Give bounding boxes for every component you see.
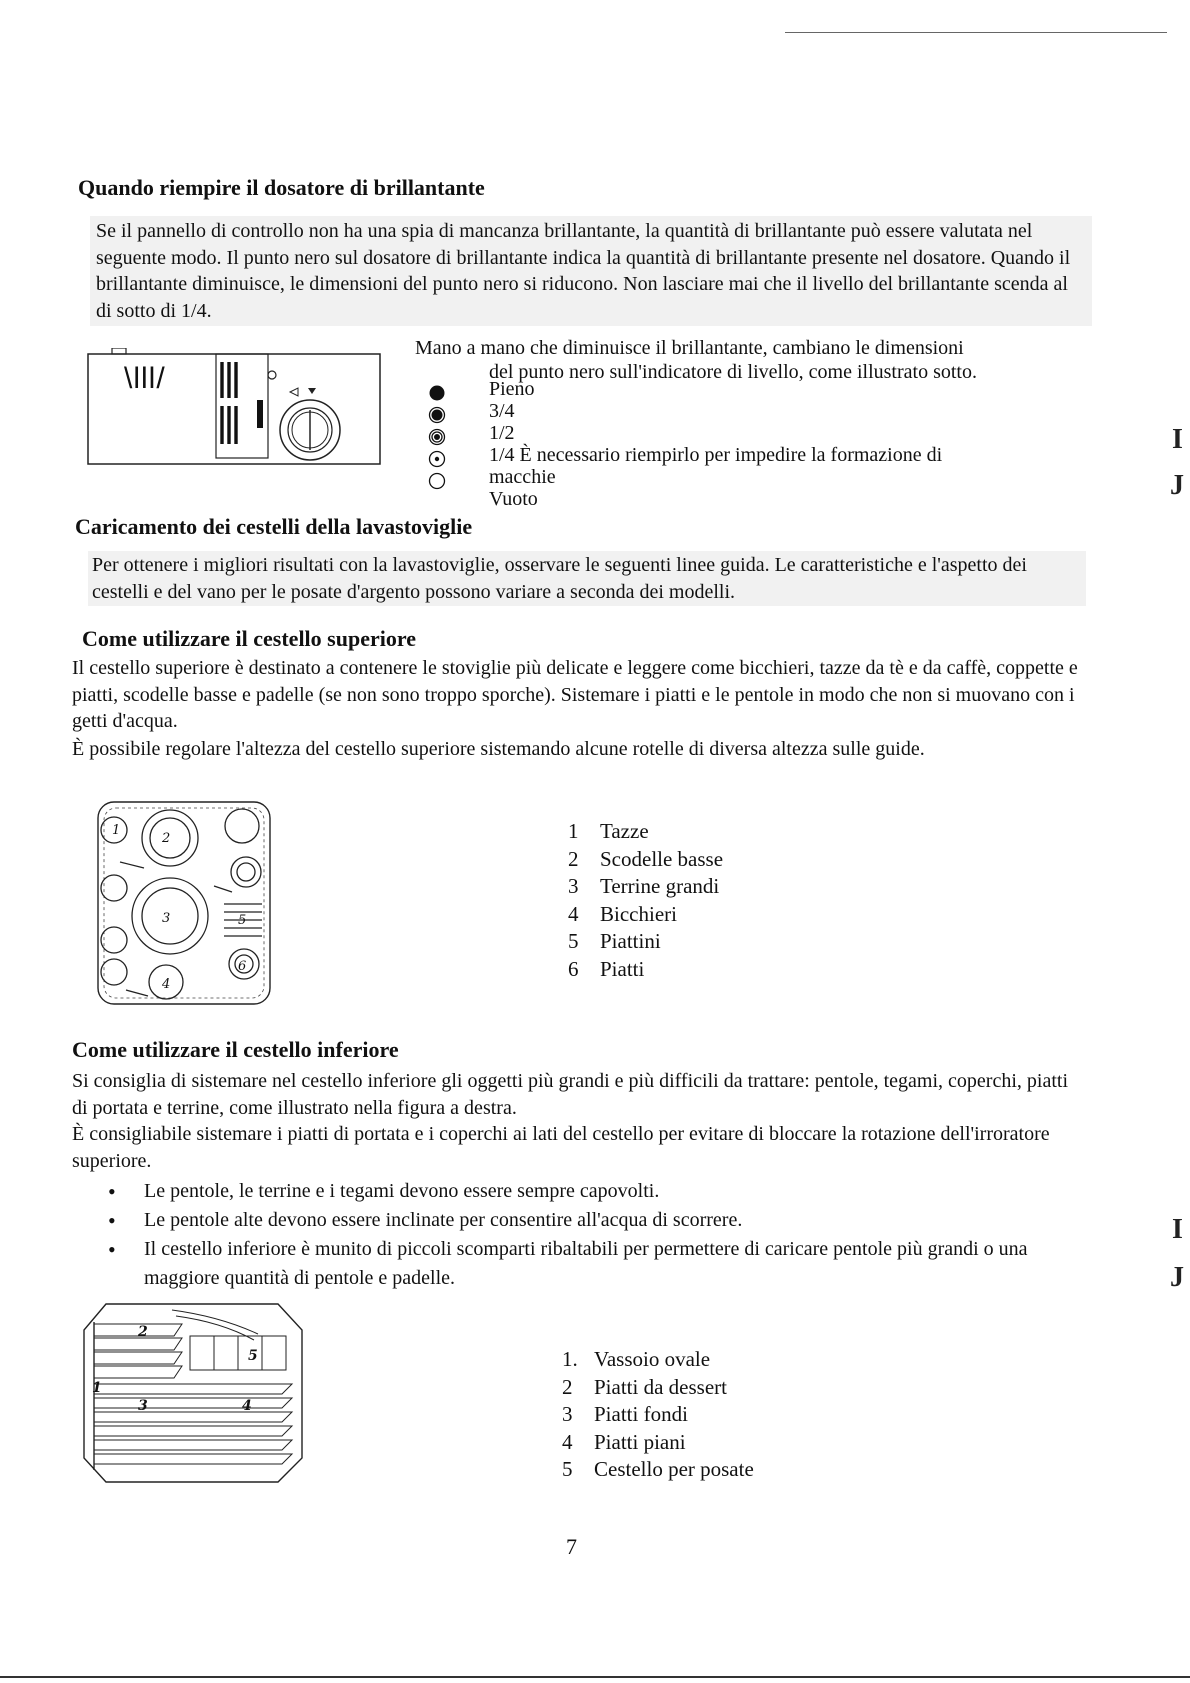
- bullet-item: • Il cestello inferiore è munito di piccoli scomparti ribaltabili per permettere di caricare pentole più grandi o una maggiore quantità di pentole e padelle.: [72, 1235, 1082, 1293]
- upper-legend-item: 3 Terrine grandi: [568, 874, 720, 898]
- lower-basket-bullets: [72, 1177, 1082, 1293]
- section-title-loading: Caricamento dei cestelli della lavastoviglie: [75, 514, 473, 539]
- lower-legend-item: 3 Piatti fondi: [562, 1402, 688, 1426]
- bullet-item: • Le pentole, le terrine e i tegami devono essere sempre capovolti.: [72, 1177, 1082, 1206]
- panel-label: \lll/: [124, 362, 166, 395]
- upper-basket-illustration: [96, 800, 272, 1006]
- upper-callout-6: 6: [238, 959, 247, 974]
- upper-legend-item: 6 Piatti: [568, 956, 645, 981]
- lower-basket-paragraph-1: Si consiglia di sistemare nel cestello inferiore gli oggetti più grandi e più difficili da trattare: pentole, tegami, coperchi, piatti di portata e terrine, come illustrato nella figura a destra.: [72, 1070, 1068, 1119]
- level-label-three-quarter: 3/4: [489, 400, 515, 422]
- upper-callout-5: 5: [238, 913, 247, 928]
- upper-basket-paragraph-2: È possibile regolare l'altezza del cestello superiore sistemando alcune rotelle di diversa altezza sulle guide.: [72, 738, 925, 760]
- lower-basket-legend: [562, 1346, 754, 1484]
- lower-basket-illustration: [82, 1302, 304, 1484]
- bottom-rule: [0, 1676, 1190, 1678]
- rinse-aid-paragraph: Se il pannello di controllo non ha una spia di mancanza brillantante, la quantità di brillantante può essere valutata nel seguente modo. Il punto nero sul dosatore di brillantante indica la quantità di brillantante presente nel dosatore. Quando il brillantante diminuisce, le dimensioni del punto nero si riducono. Non lasciare mai che il livello del brillantante scenda al di sotto di 1/4.: [90, 216, 1092, 326]
- level-label-empty: Vuoto: [489, 488, 538, 510]
- upper-callout-1: 1: [112, 823, 121, 838]
- edge-mark: I: [1172, 1214, 1183, 1245]
- upper-callout-4: 4: [162, 977, 171, 992]
- section-title-upper-basket: Come utilizzare il cestello superiore: [82, 626, 416, 651]
- lower-callout-5: 5: [248, 1348, 258, 1364]
- level-intro: [415, 336, 1190, 384]
- upper-basket-paragraph-1: Il cestello superiore è destinato a contenere le stoviglie più delicate e leggere come bicchieri, tazze da tè e da caffè, coppette e piatti, scodelle basse e padelle (se non sono troppo sporche). Sistemare i piatti e le pentole in modo che non si muovano con i getti d'acqua.: [72, 657, 1078, 732]
- upper-legend-item: 5 Piattini: [568, 929, 661, 953]
- page-number: 7: [566, 1534, 577, 1559]
- section-title-lower-basket: Come utilizzare il cestello inferiore: [72, 1037, 399, 1062]
- level-label-quarter: 1/4 È necessario riempirlo per impedire la formazione di: [489, 444, 943, 466]
- lower-legend-item: 1. Vassoio ovale: [562, 1347, 711, 1371]
- level-intro-line2: del punto nero sull'indicatore di livello, come illustrato sotto.: [489, 361, 977, 383]
- level-three-quarter-icon: [428, 406, 446, 424]
- lower-callout-4: 4: [242, 1398, 252, 1414]
- level-intro-line1: Mano a mano che diminuisce il brillantante, cambiano le dimensioni: [415, 337, 964, 359]
- upper-callout-2: 2: [162, 831, 171, 846]
- level-label-full: Pieno: [489, 378, 535, 400]
- lower-callout-3: 3: [138, 1398, 148, 1414]
- level-list: [428, 378, 1148, 512]
- edge-mark: J: [1170, 470, 1184, 501]
- level-half-icon: [428, 428, 446, 446]
- lower-callout-2: 2: [138, 1324, 148, 1340]
- level-label-quarter-cont: macchie: [489, 466, 556, 488]
- level-label-half: 1/2: [489, 422, 515, 444]
- upper-legend-item: 1 Tazze: [568, 819, 649, 843]
- edge-mark: J: [1170, 1262, 1184, 1293]
- level-full-icon: [428, 384, 446, 402]
- bullet-item: • Le pentole alte devono essere inclinate per consentire all'acqua di scorrere.: [72, 1206, 1082, 1235]
- top-rule: [785, 32, 1167, 33]
- upper-legend-item: 4 Bicchieri: [568, 901, 677, 926]
- edge-mark: I: [1172, 424, 1183, 455]
- upper-legend-item: 2 Scodelle basse: [568, 846, 724, 871]
- upper-callout-3: 3: [162, 911, 171, 926]
- loading-paragraph: Per ottenere i migliori risultati con la lavastoviglie, osservare le seguenti linee guida. Le caratteristiche e l'aspetto dei cestelli e del vano per le posate d'argento possono variare a seconda dei modelli.: [88, 551, 1086, 606]
- lower-legend-item: 4 Piatti piani: [562, 1429, 686, 1454]
- section-title-rinse-aid: Quando riempire il dosatore di brillantante: [78, 175, 485, 200]
- lower-legend-item: 2 Piatti da dessert: [562, 1374, 727, 1399]
- level-empty-icon: [428, 472, 446, 490]
- level-quarter-icon: [428, 450, 446, 468]
- lower-callout-1: 1: [92, 1380, 102, 1396]
- upper-basket-legend: [568, 818, 723, 983]
- lower-basket-paragraph-2: È consigliabile sistemare i piatti di portata e i coperchi ai lati del cestello per evitare di bloccare la rotazione dell'irroratore superiore.: [72, 1123, 1050, 1172]
- lower-legend-item: 5 Cestello per posate: [562, 1457, 754, 1481]
